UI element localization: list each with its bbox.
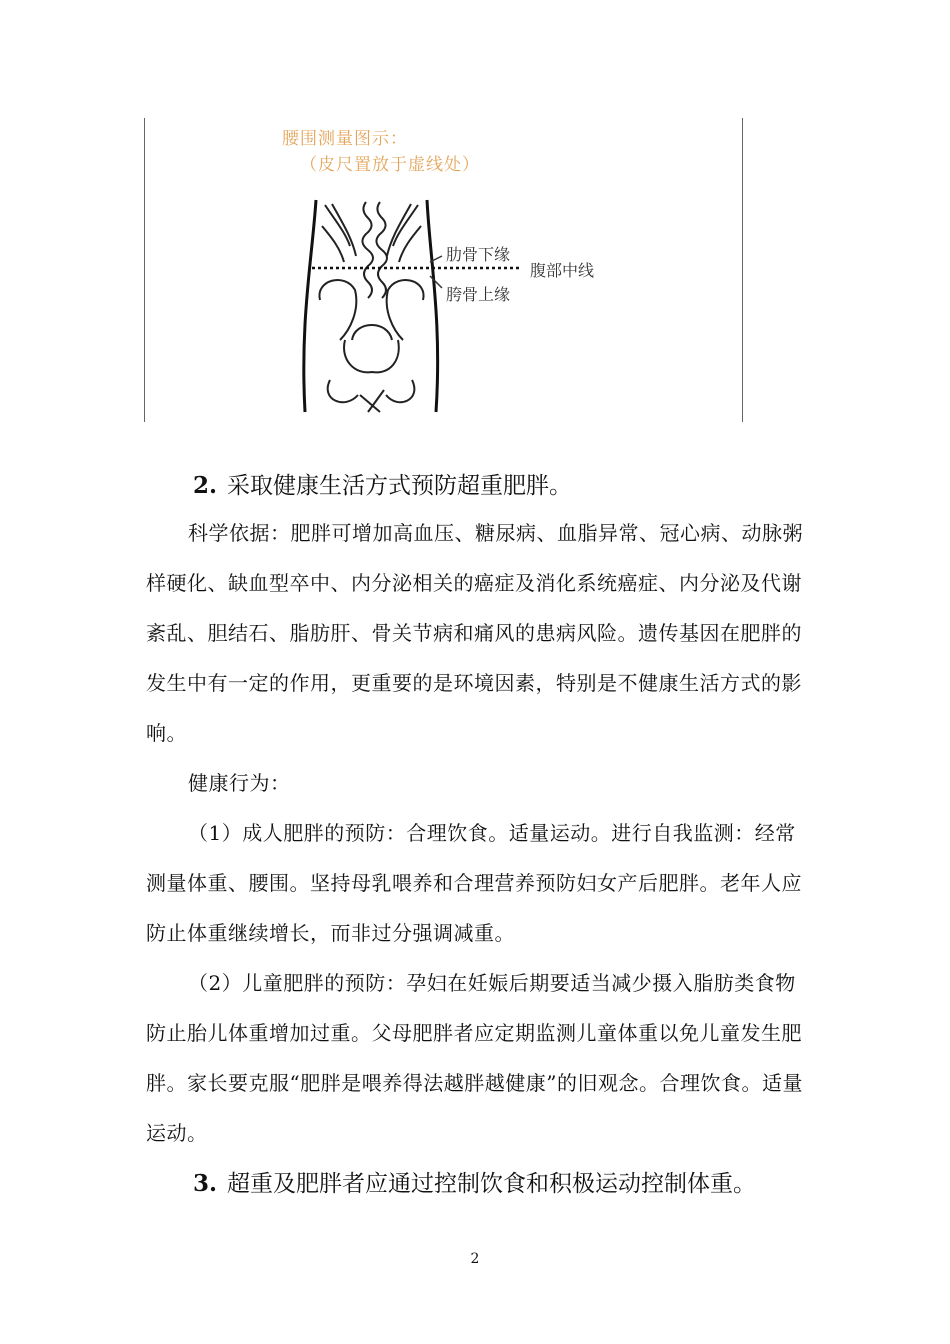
- label-rib-lower-edge: 肋骨下缘: [446, 245, 511, 264]
- section-2-heading: [193, 467, 572, 500]
- adult-obesity-prevention-paragraph: （1）成人肥胖的预防：合理饮食。适量运动。进行自我监测：经常测量体重、腰围。坚持母乳喂养和合理营养预防妇女产后肥胖。老年人应防止体重继续增长，而非过分强调减重。: [146, 821, 802, 945]
- label-abdominal-midline: 腹部中线: [530, 261, 595, 280]
- figure-caption-title: 腰围测量图示：: [282, 129, 408, 149]
- section-3-title: 超重及肥胖者应通过控制饮食和积极运动控制体重。: [227, 1171, 757, 1197]
- child-obesity-prevention-paragraph: （2）儿童肥胖的预防：孕妇在妊娠后期要适当减少摄入脂肪类食物防止胎儿体重增加过重。父母肥胖者应定期监测儿童体重以免儿童发生肥胖。家长要克服“肥胖是喂养得法越胖越健康”的旧观念。合理饮食。适量运动。: [146, 971, 803, 1145]
- section-2-number: 2.: [193, 472, 218, 499]
- healthy-behavior-label: 健康行为：: [188, 771, 291, 795]
- scientific-basis-paragraph: 科学依据：肥胖可增加高血压、糖尿病、血脂异常、冠心病、动脉粥样硬化、缺血型卒中、内分泌相关的癌症及消化系统癌症、内分泌及代谢紊乱、胆结石、脂肪肝、骨关节病和痛风的患病风险。遗传基因在肥胖的发生中有一定的作用，更重要的是环境因素，特别是不健康生活方式的影响。: [146, 521, 803, 745]
- torso-skeleton-illustration: [0, 0, 950, 440]
- figure-caption-note: （皮尺置放于虚线处）: [300, 155, 480, 175]
- section-2-title: 采取健康生活方式预防超重肥胖。: [227, 473, 573, 499]
- page-number: 2: [470, 1251, 480, 1267]
- section-3-number: 3.: [193, 1170, 218, 1197]
- section-3-heading: [193, 1165, 756, 1198]
- label-hip-upper-edge: 胯骨上缘: [446, 285, 511, 304]
